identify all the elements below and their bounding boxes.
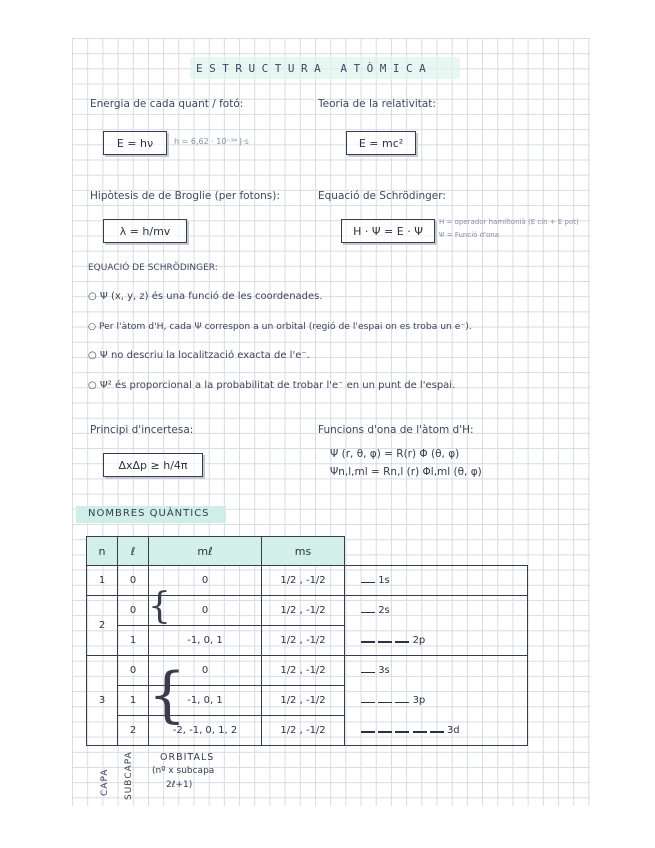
orbitals-note-2: 2ℓ+1) [166, 780, 193, 790]
cell-ms: 1/2 , -1/2 [262, 656, 345, 686]
wave-line-1: Ψ (r, θ, φ) = R(r) Φ (θ, φ) [330, 448, 460, 460]
uncertainty-formula: ΔxΔp ≥ h/4π [118, 458, 188, 472]
wave-heading: Funcions d'ona de l'àtom d'H: [318, 424, 474, 436]
relativity-formula: E = mc² [358, 136, 404, 150]
relativity-formula-box [346, 131, 416, 155]
cell-orbital [345, 686, 528, 716]
bullet-2: ○ Per l'àtom d'H, cada Ψ correspon a un orbital (regió de l'espai on es troba un e⁻). [88, 321, 472, 332]
cell-l: 0 [118, 566, 149, 596]
cell-ml: -1, 0, 1 [149, 626, 262, 656]
page-title: ESTRUCTURA ATÒMICA [196, 62, 433, 75]
cell-n: 3 [87, 656, 118, 746]
cell-ml: 0 [149, 656, 262, 686]
relativity-heading: Teoria de la relativitat: [318, 98, 436, 110]
bullet-3-text: Ψ no descriu la localització exacta de l'e⁻. [99, 350, 310, 361]
hamiltonian-note: H = operador hamiltonià (E cin + E pot) [439, 218, 579, 226]
header-ms: ms [262, 537, 345, 566]
bullet-4: ○ Ψ² és proporcional a la probabilitat de trobar l'e⁻ en un punt de l'espai. [88, 380, 456, 391]
planck-formula: E = hν [116, 136, 154, 150]
brace-n3: { [148, 660, 187, 730]
cell-ml: -1, 0, 1 [149, 686, 262, 716]
header-l: ℓ [118, 537, 149, 566]
uncertainty-heading: Principi d'incertesa: [90, 424, 194, 436]
cell-ms: 1/2 , -1/2 [262, 626, 345, 656]
uncertainty-formula-box [103, 453, 203, 477]
schrodinger-eq-heading: EQUACIÓ DE SCHRÖDINGER: [88, 263, 218, 273]
cell-orbital [345, 626, 528, 656]
cell-ml: 0 [149, 566, 262, 596]
orbital-label: 3s [378, 665, 390, 677]
broglie-formula: λ = h/mv [119, 224, 171, 238]
cell-ml: -2, -1, 0, 1, 2 [149, 716, 262, 746]
cell-ms: 1/2 , -1/2 [262, 566, 345, 596]
orbital-label: 1s [378, 575, 390, 586]
cell-l: 2 [118, 716, 149, 746]
schrodinger-formula-box [341, 219, 435, 243]
broglie-heading: Hipòtesis de de Broglie (per fotons): [90, 190, 280, 202]
cell-l: 0 [118, 656, 149, 686]
schrodinger-heading: Equació de Schrödinger: [318, 190, 446, 202]
cell-orbital [345, 596, 528, 626]
cell-orbital [345, 716, 528, 746]
cell-l: 0 [118, 596, 149, 626]
schrodinger-formula: H · Ψ = E · Ψ [353, 224, 423, 238]
bullet-4-text: Ψ² és proporcional a la probabilitat de trobar l'e⁻ en un punt de l'espai. [99, 380, 456, 391]
cell-ms: 1/2 , -1/2 [262, 716, 345, 746]
quantum-heading: NOMBRES QUÀNTICS [88, 508, 210, 519]
wave-line-2: Ψn,l,ml = Rn,l (r) Φl,ml (θ, φ) [330, 466, 482, 478]
header-ml: mℓ [149, 537, 262, 566]
broglie-formula-box [103, 219, 187, 243]
cell-l: 1 [118, 686, 149, 716]
header-n: n [87, 537, 118, 566]
label-subcapa: SUBCAPA [124, 751, 134, 800]
planck-heading: Energia de cada quant / fotó: [90, 98, 244, 110]
label-capa: CAPA [100, 768, 110, 796]
bullet-2-text: Per l'àtom d'H, cada Ψ correspon a un orbital (regió de l'espai on es troba un e⁻). [98, 321, 472, 332]
cell-ms: 1/2 , -1/2 [262, 596, 345, 626]
wavefunction-note: Ψ = Funció d'ona [439, 231, 500, 239]
orbitals-note-1: (nº x subcapa [152, 766, 215, 776]
brace-n2: { [148, 586, 171, 627]
cell-orbital [345, 656, 528, 686]
orbital-label: 2p [412, 634, 426, 646]
orbital-label: 2s [378, 605, 390, 617]
orbital-label: 3d [446, 724, 460, 736]
orbitals-label: ORBITALS [160, 752, 215, 763]
cell-ms: 1/2 , -1/2 [262, 686, 345, 716]
table-row [87, 626, 528, 656]
orbital-label: 3p [412, 695, 426, 706]
quantum-header-row [87, 537, 528, 566]
planck-constant-note: h = 6,62 · 10⁻³⁴ J·s [174, 137, 249, 146]
planck-formula-box [103, 131, 167, 155]
cell-n: 1 [87, 566, 118, 596]
bullet-3: ○ Ψ no descriu la localització exacta de l'e⁻. [88, 350, 310, 361]
bullet-1-text: Ψ (x, y, z) és una funció de les coordenades. [99, 291, 323, 302]
cell-orbital [345, 566, 528, 596]
bullet-1: ○ Ψ (x, y, z) és una funció de les coordenades. [88, 291, 323, 302]
cell-n: 2 [87, 596, 118, 656]
cell-ml: 0 [149, 596, 262, 626]
cell-l: 1 [118, 626, 149, 656]
